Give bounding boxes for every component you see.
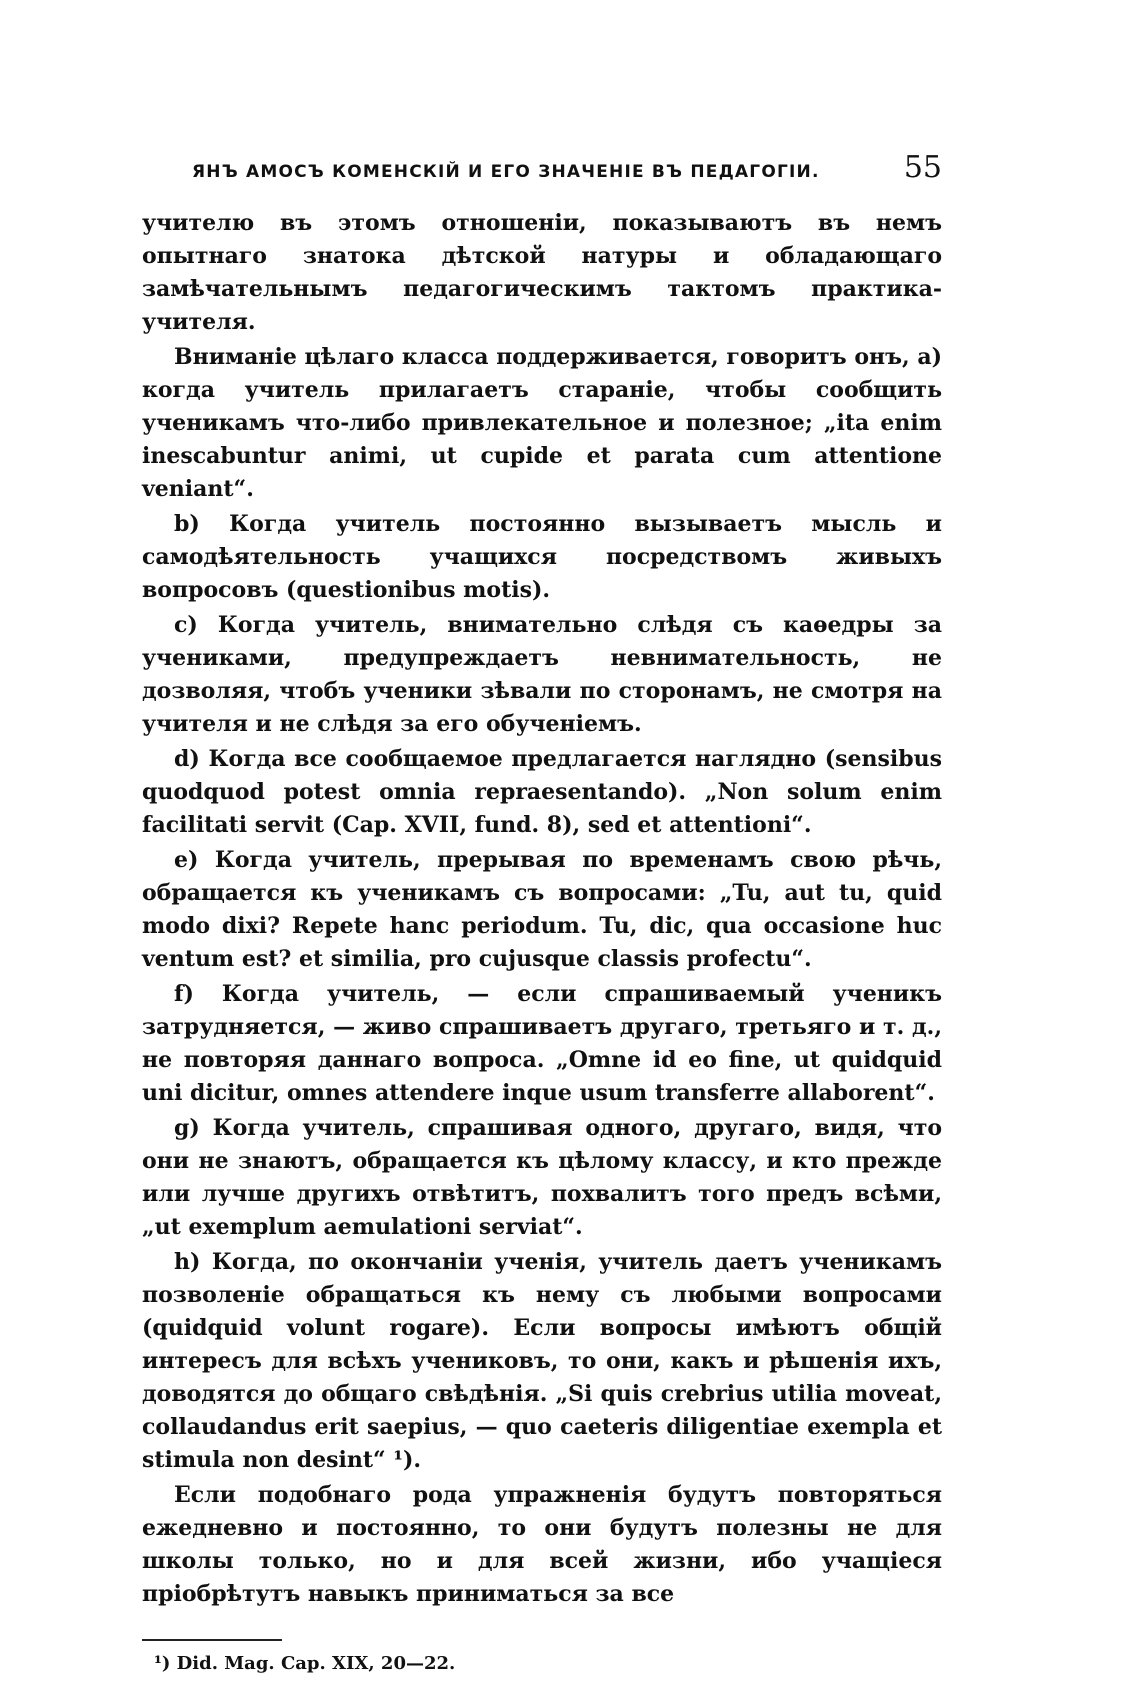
footnote-divider <box>142 1639 282 1641</box>
paragraph-item-b: b) Когда учитель постоянно вызываетъ мысль и самодѣятельность учащихся посредствомъ живыхъ вопросовъ (questionibus motis). <box>142 511 942 603</box>
paragraph-item-g: g) Когда учитель, спрашивая одного, другаго, видя, что они не знаютъ, обращается къ цѣлому классу, и кто прежде или лучше другихъ отвѣтитъ, похвалитъ того предъ всѣми, „ut exemplum aemulationi serviat“. <box>142 1115 942 1240</box>
paragraph-item-c: c) Когда учитель, внимательно слѣдя съ каѳедры за учениками, предупреждаетъ невнимательность, не дозволяя, чтобъ ученики зѣвали по сторонамъ, не смотря на учителя и не слѣдя за его обученіемъ. <box>142 612 942 737</box>
paragraph-continuation: учителю въ этомъ отношеніи, показываютъ въ немъ опытнаго знатока дѣтской натуры и обладающаго замѣчательнымъ педагогическимъ тактомъ практика-учителя. <box>142 210 942 335</box>
paragraph-item-d: d) Когда все сообщаемое предлагается наглядно (sensibus quodquod potest omnia repraesentando). „Non solum enim facilitati servit (Cap. XVII, fund. 8), sed et attentioni“. <box>142 746 942 838</box>
book-page <box>142 150 942 1674</box>
body-text <box>142 207 942 1611</box>
paragraph-item-f: f) Когда учитель, — если спрашиваемый ученикъ затрудняется, — живо спрашиваетъ другаго, третьяго и т. д., не повторяя даннаго вопроса. „Omne id eo fine, ut quidquid uni dicitur, omnes attendere inque usum transferre allaborent“. <box>142 981 942 1106</box>
paragraph-item-h: h) Когда, по окончаніи ученія, учитель даетъ ученикамъ позволеніе обращаться къ нему съ любыми вопросами (quidquid volunt rogare). Если вопросы имѣютъ общій интересъ для всѣхъ учениковъ, то они, какъ и рѣшенія ихъ, доводятся до общаго свѣдѣнія. „Si quis crebrius utilia moveat, collaudandus erit saepius, — quo caeteris diligentiae exempla et stimula non desint“ ¹). <box>142 1249 942 1473</box>
running-head-title: ЯНЪ АМОСЪ КОМЕНСКІЙ И ЕГО ЗНАЧЕНІЕ ВЪ ПЕДАГОГІИ. <box>192 162 820 182</box>
footnote: ¹) Did. Mag. Cap. XIX, 20—22. <box>154 1653 456 1674</box>
page-number: 55 <box>903 150 942 185</box>
running-head <box>142 150 942 185</box>
paragraph-conclusion: Если подобнаго рода упражненія будутъ повторяться ежедневно и постоянно, то они будутъ полезны не для школы только, но и для всей жизни, ибо учащіеся пріобрѣтутъ навыкъ приниматься за все <box>142 1482 942 1607</box>
paragraph-item-e: e) Когда учитель, прерывая по временамъ свою рѣчь, обращается къ ученикамъ съ вопросами: „Tu, aut tu, quid modo dixi? Repete hanc periodum. Tu, dic, qua occasione huc ventum est? et similia, pro cujusque classis profectu“. <box>142 847 942 972</box>
paragraph-attention-intro: Вниманіе цѣлаго класса поддерживается, говоритъ онъ, а) когда учитель прилагаетъ стараніе, чтобы сообщить ученикамъ что-либо привлекательное и полезное; „ita enim inescabuntur animi, ut cupide et parata cum attentione veniant“. <box>142 344 942 502</box>
